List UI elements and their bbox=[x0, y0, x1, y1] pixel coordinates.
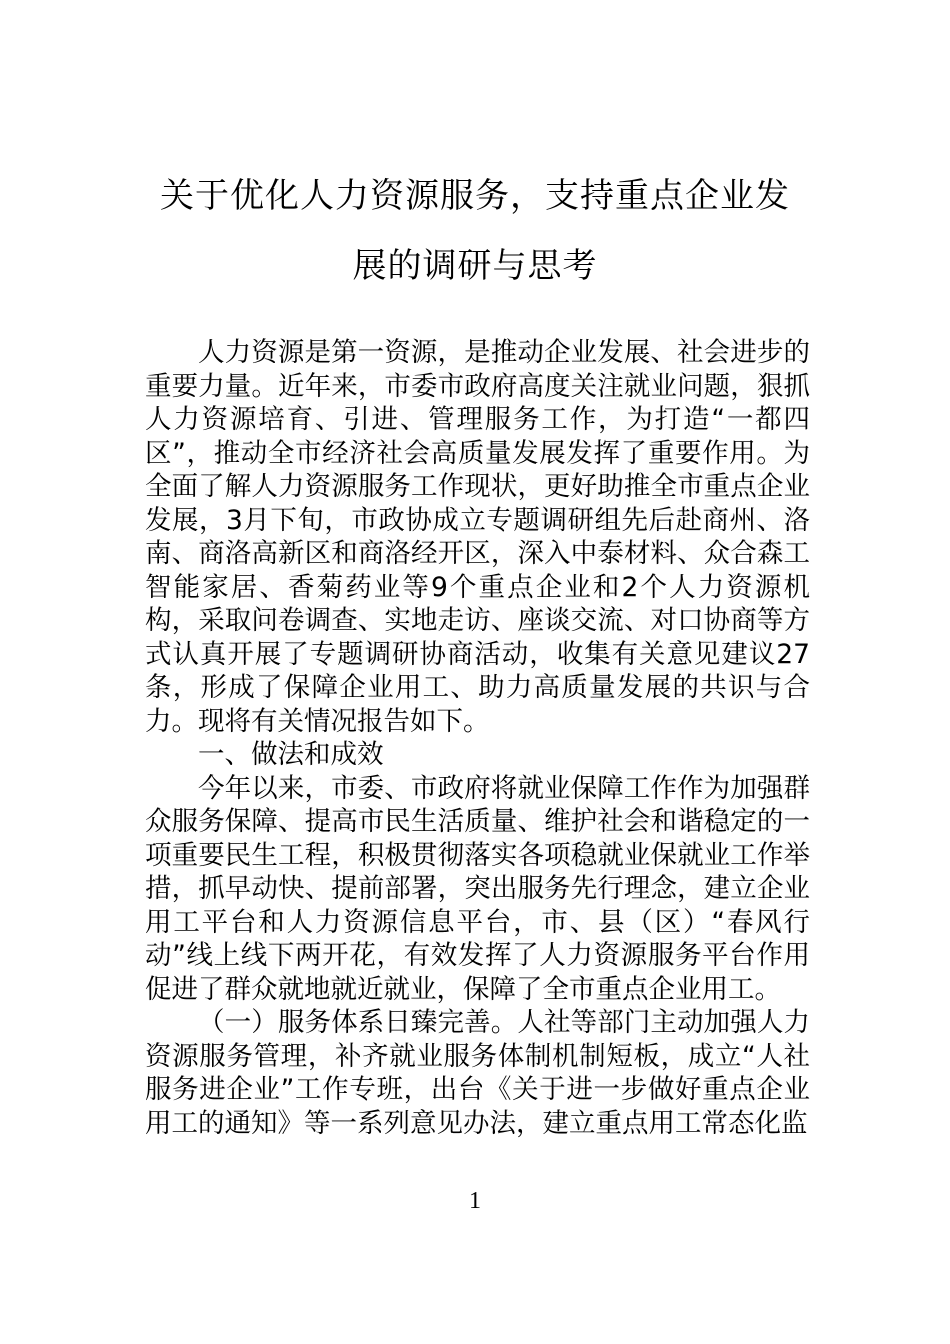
section-heading: 一、做法和成效 bbox=[198, 739, 384, 770]
document-title-line-2: 展的调研与思考 bbox=[352, 246, 598, 286]
paragraph-intro: 人力资源是第一资源，是推动企业发展、社会进步的重要力量。近年来，市委市政府高度关注就业问题，狠抓人力资源培育、引进、管理服务工作，为打造“一都四区”，推动全市经济社会高质量发展发挥了重要作用。为全面了解人力资源服务工作现状，更好助推全市重点企业发展，3月下旬，市政协成立专题调研组先后赴商州、洛南、商洛高新区和商洛经开区，深入中泰材料、众合森工智能家居、香菊药业等9个重点企业和2个人力资源机构，采取问卷调查、实地走访、座谈交流、对口协商等方式认真开展了专题调研协商活动，收集有关意见建议27条，形成了保障企业用工、助力高质量发展的共识与合力。现将有关情况报告如下。 bbox=[145, 337, 810, 737]
paragraph-section-one: 今年以来，市委、市政府将就业保障工作作为加强群众服务保障、提高市民生活质量、维护社会和谐稳定的一项重要民生工程，积极贯彻落实各项稳就业保就业工作举措，抓早动快、提前部署，突出服务先行理念，建立企业用工平台和人力资源信息平台，市、县（区）“春风行动”线上线下两开花，有效发挥了人力资源服务平台作用促进了群众就地就近就业，保障了全市重点企业用工。 bbox=[145, 772, 810, 1005]
page-number: 1 bbox=[469, 1188, 481, 1214]
document-body bbox=[145, 336, 810, 1140]
document-title-line-1: 关于优化人力资源服务，支持重点企业发 bbox=[160, 176, 790, 216]
paragraph-subsection-one: （一）服务体系日臻完善。人社等部门主动加强人力资源服务管理，补齐就业服务体制机制短板，成立“人社服务进企业”工作专班，出台《关于进一步做好重点企业用工的通知》等一系列意见办法，建立重点用工常态化监 bbox=[145, 1007, 810, 1139]
